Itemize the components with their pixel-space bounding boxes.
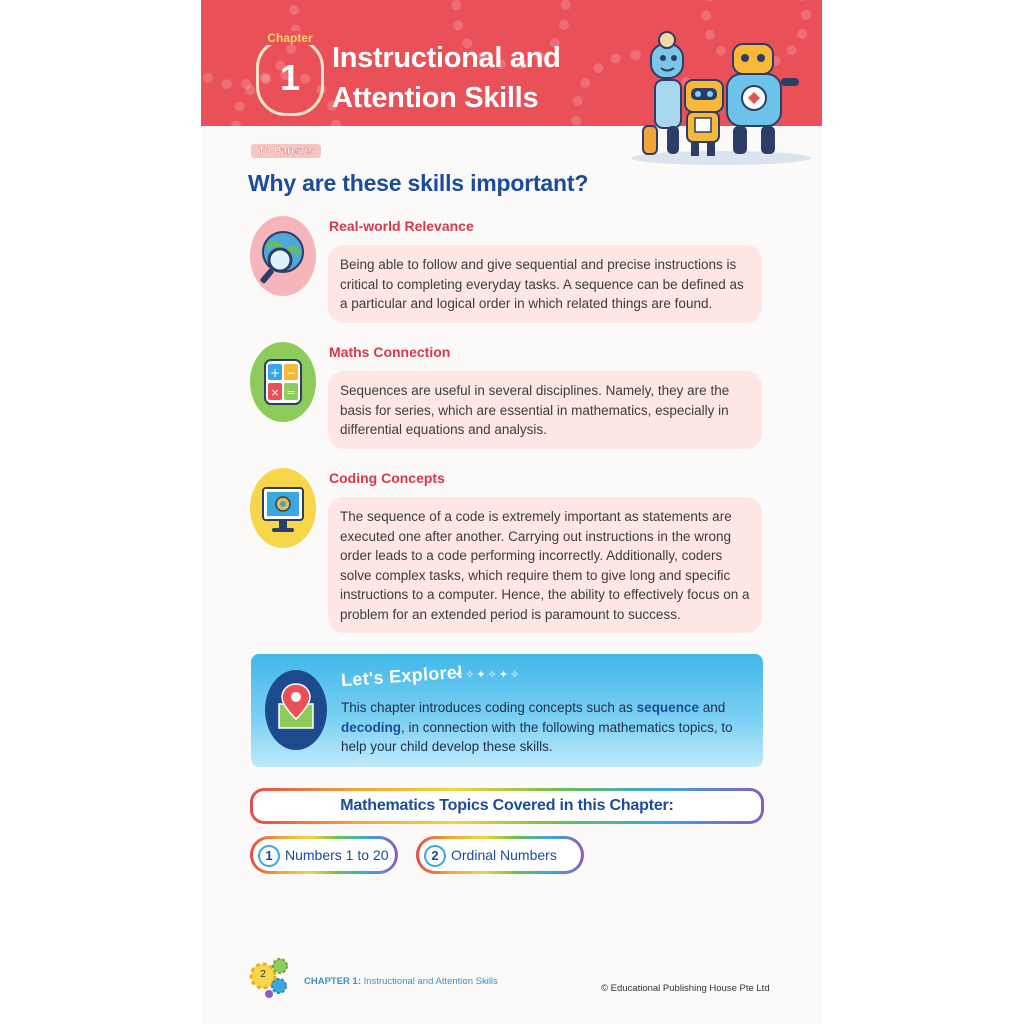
globe-magnifier-icon	[250, 216, 316, 296]
explore-text-part: , in connection with the following mathematics topics, to help your child develop these skills.	[341, 719, 733, 754]
topics-title-box	[250, 788, 764, 824]
computer-gear-icon	[250, 468, 316, 548]
explore-text	[341, 698, 753, 757]
calculator-icon	[250, 342, 316, 422]
explore-text-part: and	[698, 700, 726, 715]
topic-number: 1	[258, 845, 280, 867]
topics-title: Mathematics Topics Covered in this Chapter:	[340, 797, 674, 814]
explore-keyword: decoding	[341, 719, 401, 735]
copyright: © Educational Publishing House Pte Ltd	[601, 983, 770, 994]
section-title-real-world: Real-world Relevance	[329, 218, 474, 234]
page-heading: Why are these skills important?	[248, 170, 589, 196]
explore-text-part: This chapter introduces coding concepts such as	[341, 700, 637, 715]
topic-label: Numbers 1 to 20	[285, 847, 389, 863]
chapter-number: 1	[279, 57, 301, 98]
robots-illustration	[621, 26, 821, 168]
section-text-coding: The sequence of a code is extremely important as statements are executed one after another. Carrying out instructions in the wrong order leads to a code performing incorrectly. Additionally, coders solve complex tasks, which require them to give long and specific instructions to a computer. Hence, the ability to effectively focus on a problem for an extended period is paramount to success.	[328, 497, 762, 633]
chapter-title	[332, 38, 592, 118]
chapter-title-line1: Instructional and	[332, 42, 561, 74]
page-number: 2	[260, 969, 266, 980]
book-page	[201, 0, 822, 1024]
section-text-real-world: Being able to follow and give sequential and precise instructions is critical to completing everyday tasks. A sequence can be defined as a particular and logical order in which related things are found.	[328, 245, 762, 323]
topic-number: 2	[424, 845, 446, 867]
page-number-gear	[249, 956, 289, 1000]
footer-chapter-label: CHAPTER 1:	[304, 976, 362, 987]
svg-text:=: =	[286, 386, 296, 399]
footer-chapter-title: Instructional and Attention Skills	[361, 976, 498, 987]
to-parents-tag: To Parents	[251, 144, 321, 158]
explore-keyword: sequence	[636, 700, 699, 715]
svg-text:+: +	[269, 366, 281, 380]
topic-label: Ordinal Numbers	[451, 847, 557, 863]
footer-chapter	[304, 976, 498, 987]
chapter-word: Chapter	[263, 31, 316, 45]
svg-text:−: −	[285, 366, 297, 380]
section-title-coding: Coding Concepts	[329, 470, 445, 486]
topic-item	[416, 836, 584, 874]
map-pin-icon	[265, 670, 327, 750]
topic-item	[250, 836, 398, 874]
lets-explore-panel	[251, 654, 763, 767]
chapter-badge	[256, 31, 324, 116]
chapter-title-line2: Attention Skills	[332, 82, 539, 114]
explore-title: Let's Explore!	[340, 661, 465, 691]
svg-text:×: ×	[270, 386, 280, 399]
section-text-maths: Sequences are useful in several disciplines. Namely, they are the basis for series, which are essential in mathematics, especially in differential equations and analysis.	[328, 371, 762, 449]
stars-decoration: ✦✧✦✧✦✧	[454, 669, 522, 681]
section-title-maths: Maths Connection	[329, 344, 451, 360]
